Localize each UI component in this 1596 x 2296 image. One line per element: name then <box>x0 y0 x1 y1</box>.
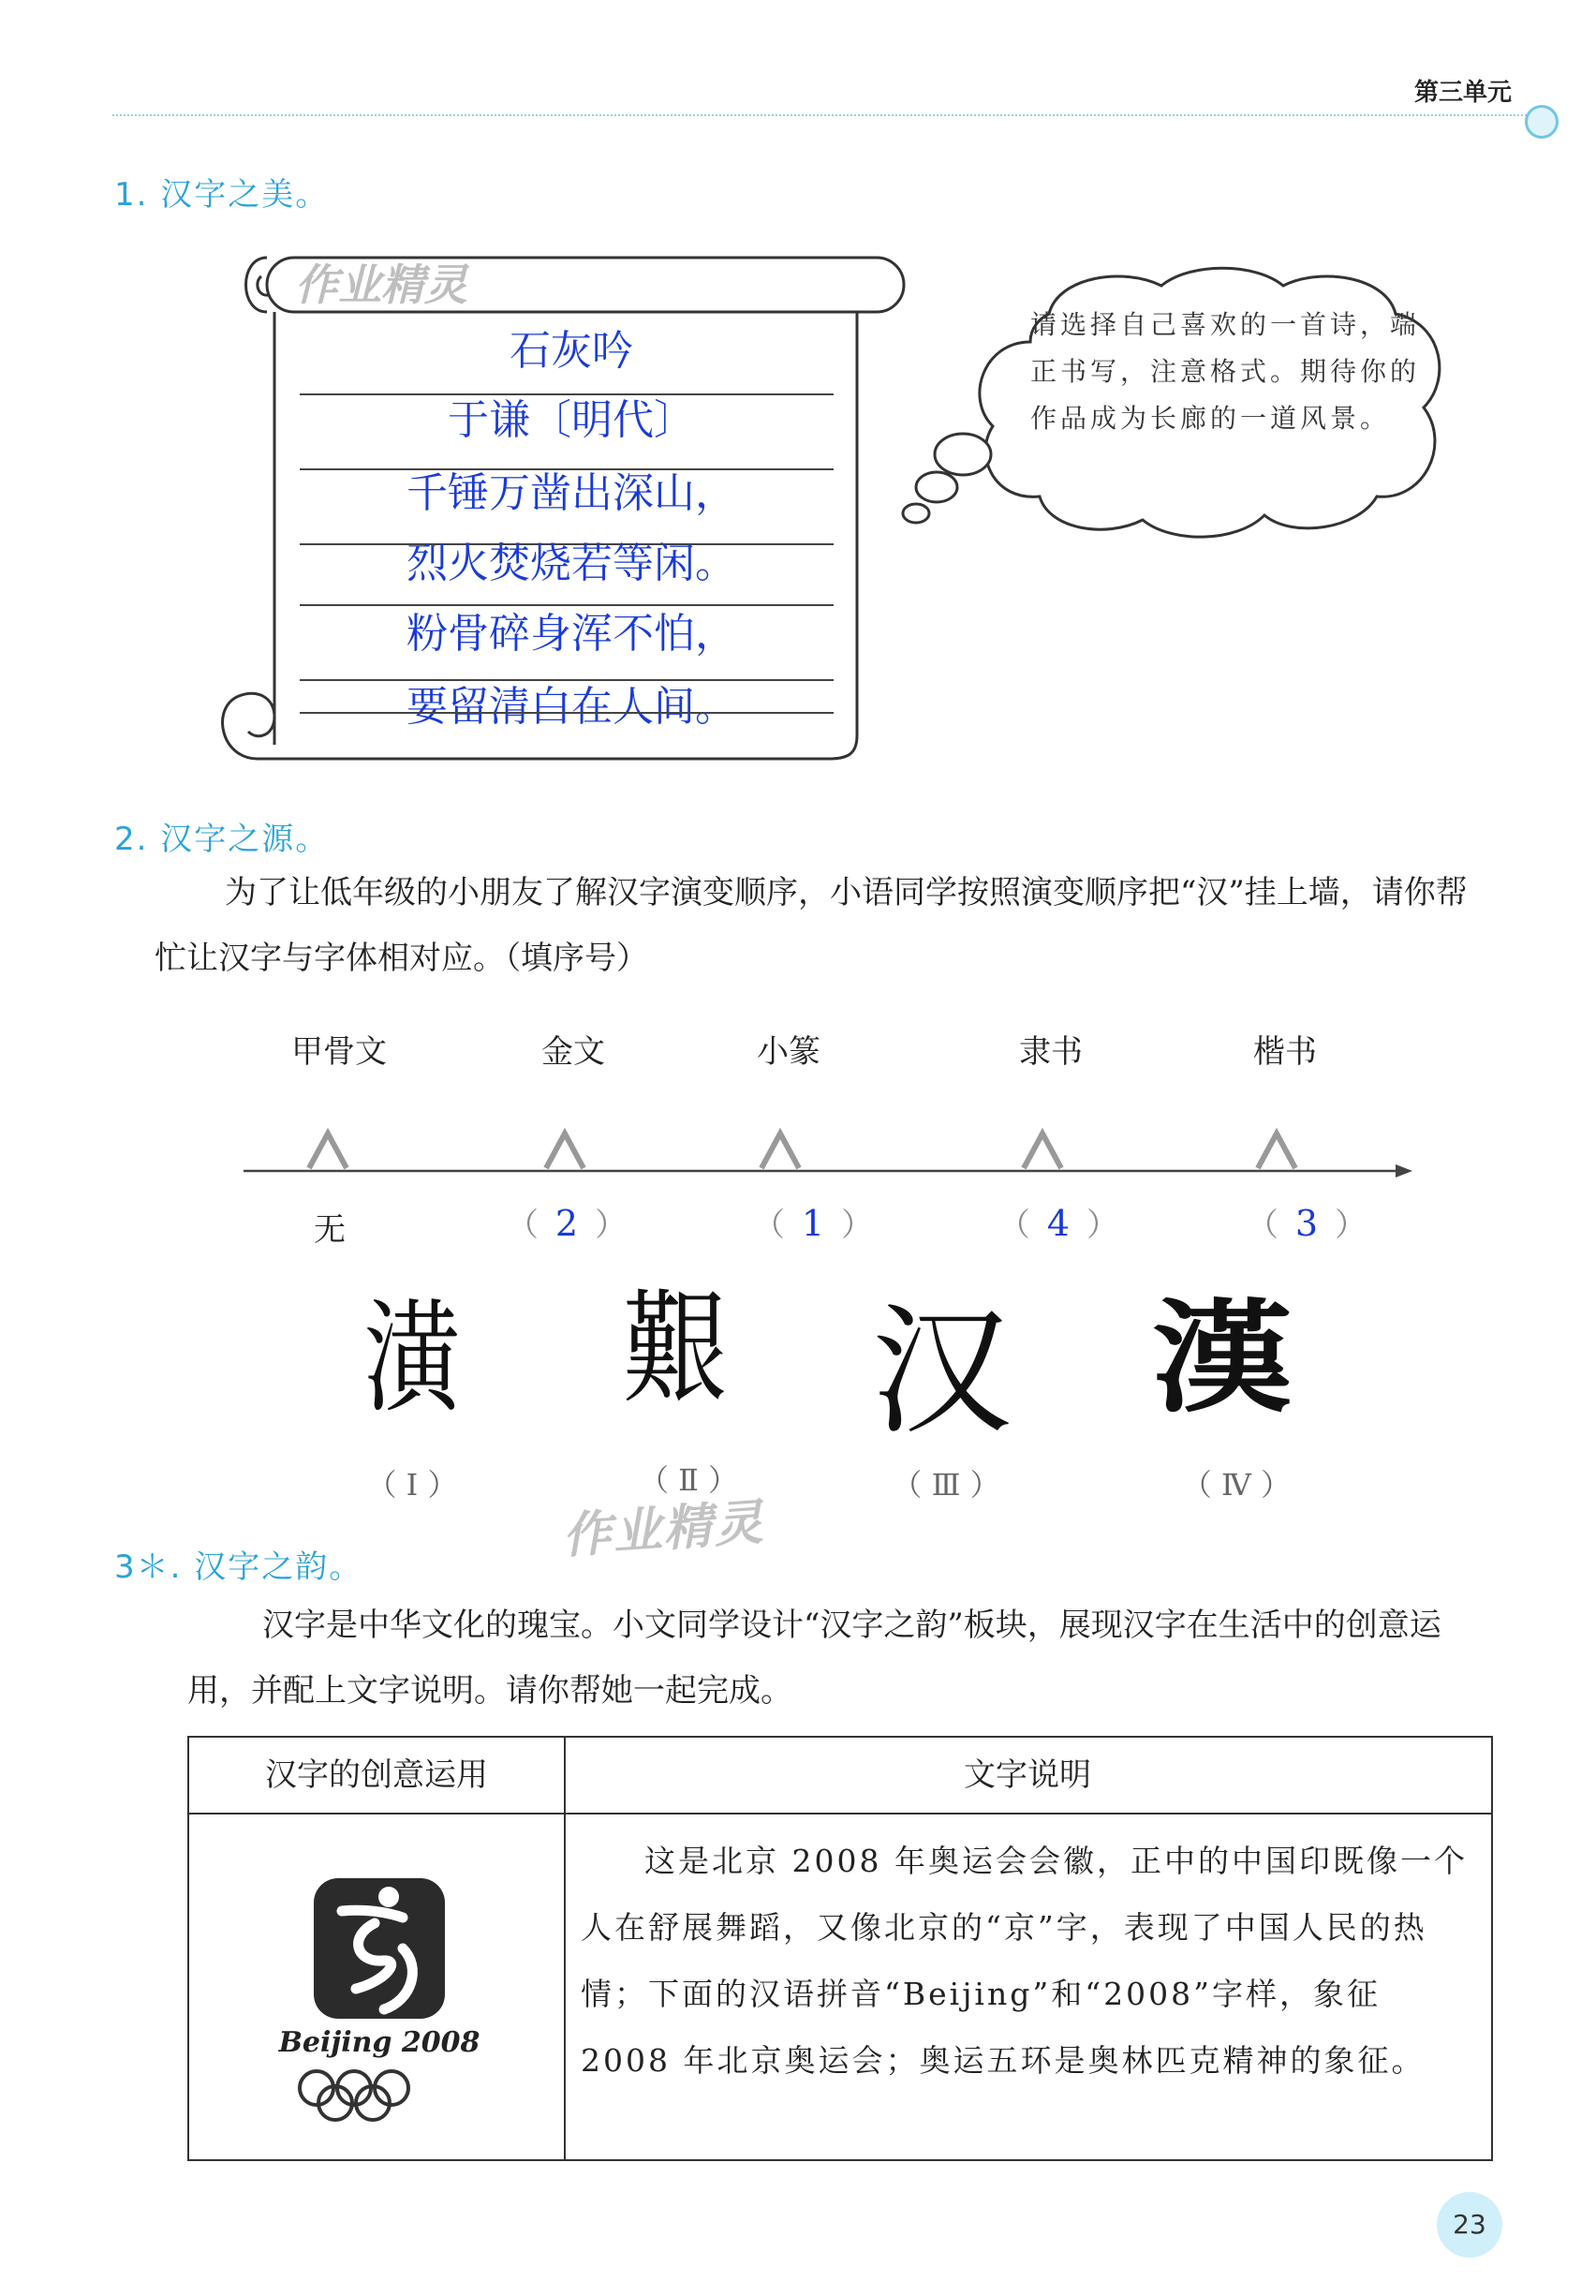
watermark-text: 作业精灵 <box>560 1494 767 1565</box>
answer-slot-bronze[interactable]: （ 2 ） <box>506 1203 628 1244</box>
glyph-label-2: （ Ⅱ ） <box>638 1462 739 1498</box>
answer-slot-regular[interactable]: （ 3 ） <box>1246 1203 1367 1244</box>
hook-marker <box>309 1133 347 1168</box>
section-2-intro: 为了让低年级的小朋友了解汉字演变顺序，小语同学按照演变顺序把“汉”挂上墙，请你帮忙让汉字与字体相对应。（填序号） <box>155 874 1468 977</box>
hook-marker <box>1258 1133 1295 1168</box>
creative-use-table <box>187 1736 1493 2161</box>
script-label-oracle: 甲骨文 <box>291 1033 387 1071</box>
poem-line-3: 粉骨碎身浑不怕， <box>406 610 736 658</box>
answer-oracle: 无 <box>314 1211 346 1249</box>
unit-label: 第三单元 <box>1413 79 1512 107</box>
answer-clerical: 4 <box>1046 1203 1071 1244</box>
hook-marker <box>1024 1133 1061 1168</box>
logo-caption: Beijing 2008 <box>278 2026 480 2059</box>
glyph-clerical-image: 漢 <box>1152 1286 1293 1429</box>
answer-bronze: 2 <box>554 1203 579 1244</box>
poem-line-4: 要留清白在人间。 <box>406 683 736 731</box>
timeline-arrow <box>234 1115 1414 1180</box>
section-3-intro: 汉字是中华文化的瑰宝。小文同学设计“汉字之韵”板块，展现汉字在生活中的创意运用，并配上文字说明。请你帮她一起完成。 <box>187 1607 1441 1710</box>
glyph-label-4: （ Ⅳ ） <box>1181 1467 1292 1503</box>
table-header-usage: 汉字的创意运用 <box>189 1738 564 1815</box>
page-number: 23 <box>1437 2192 1502 2258</box>
section-3-title: 3＊. 汉字之韵。 <box>114 1548 363 1586</box>
writing-line <box>300 712 834 714</box>
table-column-divider <box>564 1738 566 2159</box>
script-label-seal: 小篆 <box>757 1033 820 1071</box>
chinese-seal-icon <box>262 1869 496 2028</box>
header-divider <box>112 114 1527 116</box>
section-1-title: 1. 汉字之美。 <box>114 176 330 214</box>
script-label-bronze: 金文 <box>541 1033 605 1071</box>
glyph-label-1: （ Ⅰ ） <box>366 1467 458 1503</box>
poem-author: 于谦〔明代〕 <box>448 396 695 444</box>
watermark-text: 作业精灵 <box>295 259 467 310</box>
poem-title: 石灰吟 <box>510 327 633 375</box>
description-cell: 这是北京 2008 年奥运会会徽，正中的中国印既像一个人在舒展舞蹈，又像北京的“京”字，表现了中国人民的热情；下面的汉语拼音“Beijing”和“2008”字样，象征 2008 年北京奥运会；奥运五环是奥林匹克精神的象征。 <box>581 1843 1468 2079</box>
olympic-rings-icon <box>262 2067 496 2124</box>
glyph-seal-image: 潢 <box>362 1287 461 1429</box>
glyph-label-3: （ Ⅲ ） <box>892 1467 1000 1503</box>
beijing-2008-logo <box>262 1869 496 2112</box>
poem-line-2: 烈火焚烧若等闲。 <box>406 540 736 587</box>
answer-slot-clerical[interactable]: （ 4 ） <box>998 1203 1119 1244</box>
glyph-bronze-image: 艱 <box>622 1278 727 1420</box>
answer-slot-seal[interactable]: （ 1 ） <box>752 1203 874 1244</box>
poem-line-1: 千锤万凿出深山， <box>406 469 736 517</box>
section-2-title: 2. 汉字之源。 <box>114 821 330 858</box>
cloud-instruction: 请选择自己喜欢的一首诗，端正书写，注意格式。期待你的作品成为长廊的一道风景。 <box>1030 309 1421 434</box>
glyph-regular-image: 汉 <box>870 1291 1012 1454</box>
script-label-clerical: 隶书 <box>1019 1033 1083 1071</box>
answer-regular: 3 <box>1294 1203 1319 1244</box>
header-dot-icon <box>1525 105 1559 139</box>
answer-seal: 1 <box>801 1203 825 1244</box>
table-header-description: 文字说明 <box>564 1738 1491 1815</box>
script-label-regular: 楷书 <box>1253 1033 1317 1071</box>
hook-marker <box>546 1133 584 1168</box>
hook-marker <box>761 1133 799 1168</box>
